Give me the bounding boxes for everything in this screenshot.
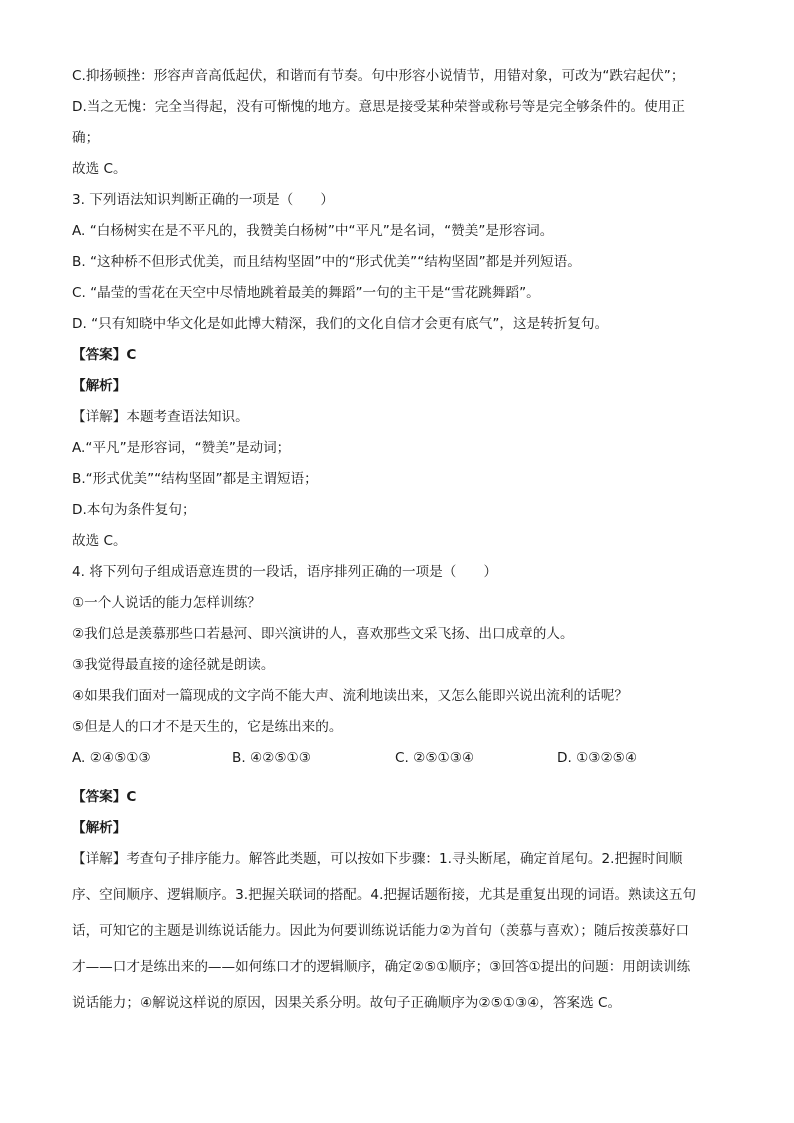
q4-detail-line5: 说话能力；④解说这样说的原因，因果关系分明。故句子正确顺序为②⑤①③④，答案选 C。: [72, 995, 622, 1011]
prev-conclusion: 故选 C。: [72, 161, 127, 177]
q4-sentence-1: ①一个人说话的能力怎样训练？: [72, 595, 261, 611]
q4-option-c: C. ②⑤①③④: [395, 750, 475, 766]
q4-detail-line2: 序、空间顺序、逻辑顺序。3.把握关联词的搭配。4.把握话题衔接，尤其是重复出现的词语。熟读这五句: [72, 887, 697, 903]
q3-detail: 【详解】本题考查语法知识。: [72, 409, 249, 425]
q4-detail-line4: 才——口才是练出来的——如何练口才的逻辑顺序，确定②⑤①顺序；③回答①提出的问题：用朗读训练: [72, 959, 691, 975]
q3-explain-b: B.“形式优美”“结构坚固”都是主谓短语；: [72, 471, 318, 487]
q4-analysis-label: 【解析】: [72, 820, 127, 836]
q4-detail-line1: 【详解】考查句子排序能力。解答此类题，可以按如下步骤：1.寻头断尾，确定首尾句。2.把握时间顺: [72, 851, 683, 867]
prev-option-d-line1: D.当之无愧：完全当得起，没有可惭愧的地方。意思是接受某种荣誉或称号等是完全够条件的。使用正: [72, 99, 685, 115]
q4-options: [72, 742, 732, 773]
q3-option-b: B. “这种桥不但形式优美，而且结构坚固”中的“形式优美”“结构坚固”都是并列短语。: [72, 254, 581, 270]
prev-option-d-line2: 确；: [72, 130, 100, 146]
document-page: [72, 60, 732, 1018]
q4-option-b: B. ④②⑤①③: [232, 750, 311, 766]
q3-conclusion: 故选 C。: [72, 533, 127, 549]
q3-option-a: A. “白杨树实在是不平凡的，我赞美白杨树”中“平凡”是名词，“赞美”是形容词。: [72, 223, 554, 239]
q4-sentence-4: ④如果我们面对一篇现成的文字尚不能大声、流利地读出来，又怎么能即兴说出流利的话呢？: [72, 688, 628, 704]
q4-sentence-5: ⑤但是人的口才不是天生的，它是练出来的。: [72, 719, 343, 735]
q3-explain-a: A.“平凡”是形容词，“赞美”是动词；: [72, 440, 291, 456]
q3-option-d: D. “只有知晓中华文化是如此博大精深，我们的文化自信才会更有底气”，这是转折复句。: [72, 316, 609, 332]
q3-answer: 【答案】C: [72, 347, 137, 363]
q3-option-c: C. “晶莹的雪花在天空中尽情地跳着最美的舞蹈”一句的主干是“雪花跳舞蹈”。: [72, 285, 540, 301]
q4-sentence-2: ②我们总是羡慕那些口若悬河、即兴演讲的人，喜欢那些文采飞扬、出口成章的人。: [72, 626, 574, 642]
q4-option-a: A. ②④⑤①③: [72, 750, 151, 766]
q3-explain-d: D.本句为条件复句；: [72, 502, 196, 518]
q4-stem: 4. 将下列句子组成语意连贯的一段话，语序排列正确的一项是（ ）: [72, 564, 498, 580]
prev-option-c: C.抑扬顿挫：形容声音高低起伏，和谐而有节奏。句中形容小说情节，用错对象，可改为“跌宕起伏”；: [72, 68, 685, 84]
q4-detail-line3: 话，可知它的主题是训练说话能力。因此为何要训练说话能力②为首句（羡慕与喜欢）；随后按羡慕好口: [72, 923, 690, 939]
q3-analysis-label: 【解析】: [72, 378, 127, 394]
spacer: [72, 773, 732, 781]
q4-option-d: D. ①③②⑤④: [557, 750, 638, 766]
q4-sentence-3: ③我觉得最直接的途径就是朗读。: [72, 657, 275, 673]
q4-answer: 【答案】C: [72, 789, 137, 805]
q3-stem: 3. 下列语法知识判断正确的一项是（ ）: [72, 192, 334, 208]
